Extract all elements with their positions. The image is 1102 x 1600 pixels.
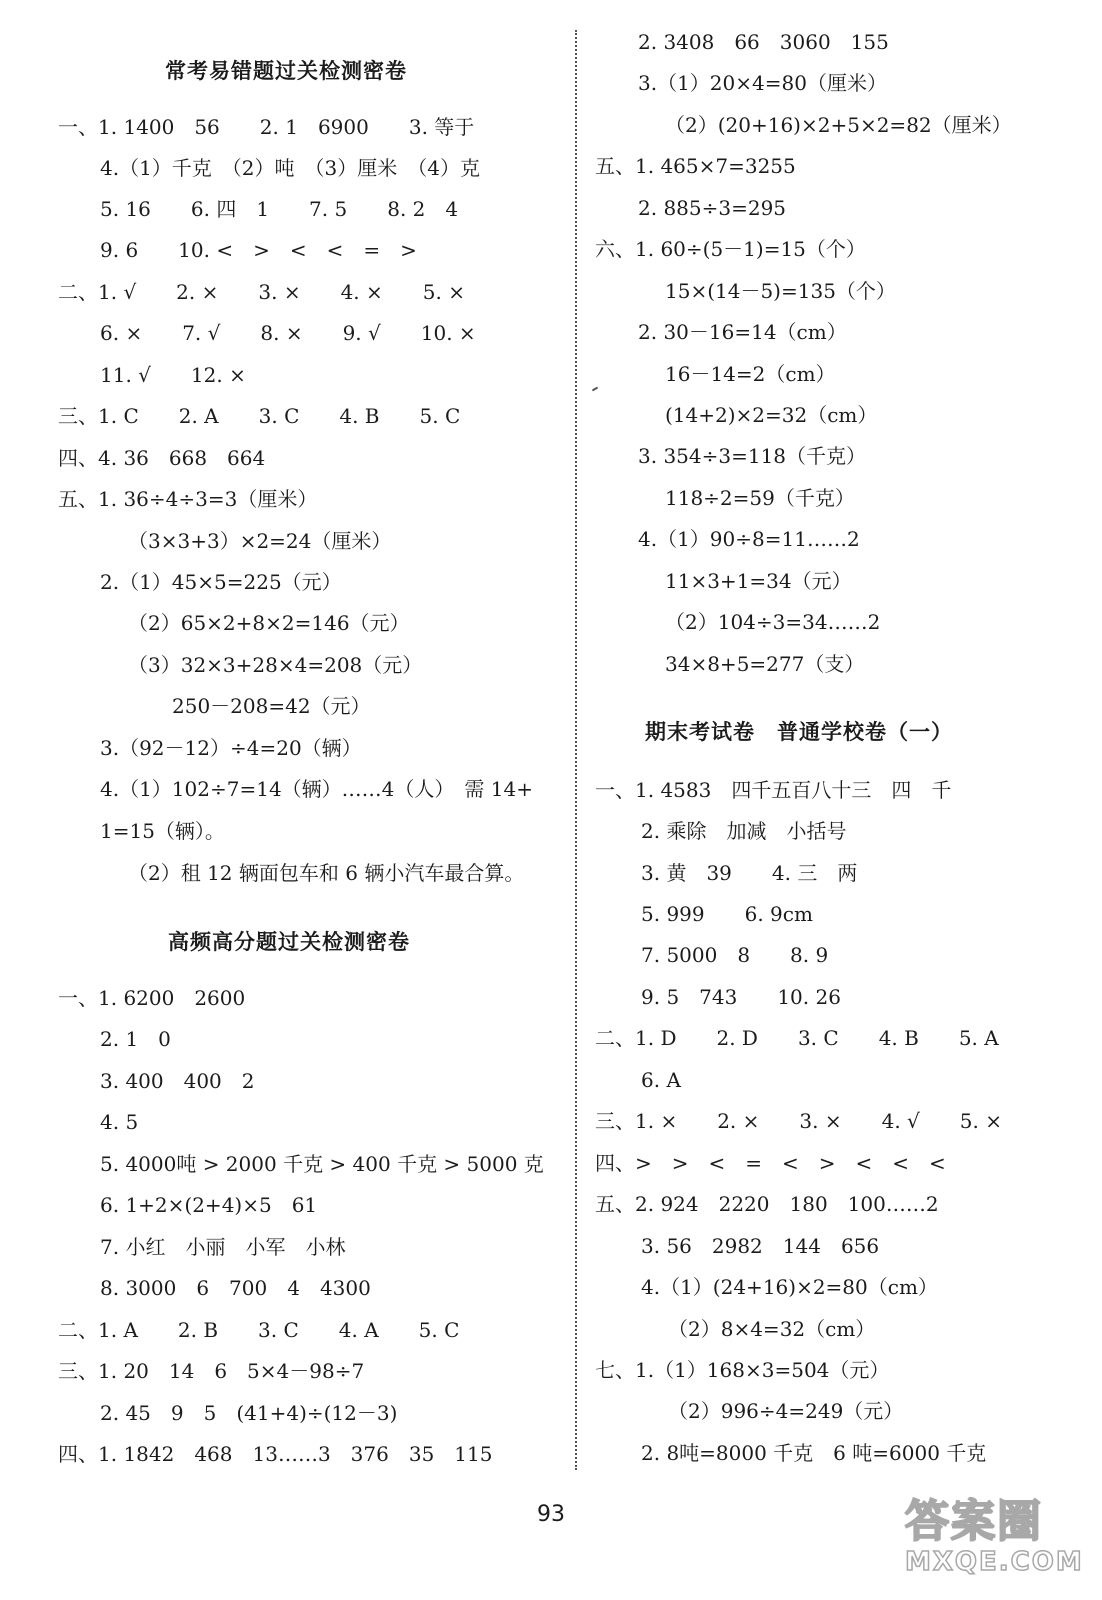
answer-line: 9. 6 10. < > < < = > bbox=[100, 238, 417, 262]
answer-line: 6. 1+2×(2+4)×5 61 bbox=[100, 1193, 318, 1217]
answer-line: 七、1.（1）168×3=504（元） bbox=[595, 1358, 890, 1382]
answer-line: 9. 5 743 10. 26 bbox=[641, 985, 841, 1009]
answer-line: 四、1. 1842 468 13……3 376 35 115 bbox=[58, 1442, 493, 1466]
answer-line: 4.（1）90÷8=11……2 bbox=[638, 527, 860, 551]
answer-line: 3. 56 2982 144 656 bbox=[641, 1234, 880, 1258]
answer-line: （2）(20+16)×2+5×2=82（厘米） bbox=[665, 113, 1012, 137]
page-number: 93 bbox=[537, 1502, 565, 1527]
section-title: 高频高分题过关检测密卷 bbox=[168, 930, 410, 954]
answer-line: 四、> > < = < > < < < bbox=[595, 1151, 946, 1175]
answer-line: 2. 45 9 5 (41+4)÷(12－3) bbox=[100, 1401, 398, 1425]
section-title: 期末考试卷 普通学校卷（一） bbox=[645, 720, 953, 744]
answer-line: 二、1. √ 2. × 3. × 4. × 5. × bbox=[58, 280, 465, 304]
answer-line: 五、1. 465×7=3255 bbox=[595, 154, 796, 178]
answer-line: 四、4. 36 668 664 bbox=[58, 446, 266, 470]
answer-line: 6. A bbox=[641, 1068, 681, 1092]
watermark-text: 答案圈 bbox=[905, 1496, 1043, 1547]
stray-mark bbox=[592, 387, 598, 392]
answer-line: （2）104÷3=34……2 bbox=[665, 610, 881, 634]
answer-line: 一、1. 1400 56 2. 1 6900 3. 等于 bbox=[58, 115, 475, 139]
answer-line: 16－14=2（cm） bbox=[665, 362, 836, 386]
watermark-logo bbox=[905, 1485, 1095, 1595]
answer-line: 二、1. D 2. D 3. C 4. B 5. A bbox=[595, 1026, 999, 1050]
answer-line: 2. 30－16=14（cm） bbox=[638, 320, 847, 344]
answer-line: 7. 5000 8 8. 9 bbox=[641, 943, 829, 967]
answer-line: 8. 3000 6 700 4 4300 bbox=[100, 1276, 371, 1300]
answer-line: 5. 999 6. 9cm bbox=[641, 902, 813, 926]
answer-line: 五、2. 924 2220 180 100……2 bbox=[595, 1192, 939, 1216]
answer-line: 2. 1 0 bbox=[100, 1027, 171, 1051]
answer-line: (14+2)×2=32（cm） bbox=[665, 403, 878, 427]
answer-line: 4.（1）(24+16)×2=80（cm） bbox=[641, 1275, 938, 1299]
answer-line: 2.（1）45×5=225（元） bbox=[100, 570, 342, 594]
answer-line: （2）8×4=32（cm） bbox=[668, 1317, 876, 1341]
watermark-url: MXQE.COM bbox=[905, 1547, 1084, 1577]
answer-line: 15×(14－5)=135（个） bbox=[665, 279, 896, 303]
answer-line: 2. 8吨=8000 千克 6 吨=6000 千克 bbox=[641, 1441, 987, 1465]
answer-line: 3. 400 400 2 bbox=[100, 1069, 255, 1093]
answer-line: 7. 小红 小丽 小军 小林 bbox=[100, 1235, 346, 1259]
answer-line: 4.（1）102÷7=14（辆）……4（人） 需 14+ bbox=[100, 777, 533, 801]
answer-line: 4. 5 bbox=[100, 1110, 139, 1134]
answer-line: 5. 4000吨 > 2000 千克 > 400 千克 > 5000 克 bbox=[100, 1152, 544, 1176]
answer-line: （3）32×3+28×4=208（元） bbox=[128, 653, 423, 677]
answer-line: （2）996÷4=249（元） bbox=[668, 1399, 904, 1423]
answer-line: （3×3+3）×2=24（厘米） bbox=[128, 529, 392, 553]
answer-line: 250－208=42（元） bbox=[172, 694, 371, 718]
answer-line: 11×3+1=34（元） bbox=[665, 569, 852, 593]
answer-line: （2）租 12 辆面包车和 6 辆小汽车最合算。 bbox=[128, 861, 525, 885]
answer-line: 二、1. A 2. B 3. C 4. A 5. C bbox=[58, 1318, 460, 1342]
answer-line: 六、1. 60÷(5－1)=15（个） bbox=[595, 237, 866, 261]
answer-line: 一、1. 4583 四千五百八十三 四 千 bbox=[595, 778, 952, 802]
answer-line: 五、1. 36÷4÷3=3（厘米） bbox=[58, 487, 318, 511]
answer-line: 2. 3408 66 3060 155 bbox=[638, 30, 889, 54]
answer-line: 5. 16 6. 四 1 7. 5 8. 2 4 bbox=[100, 197, 459, 221]
answer-line: 6. × 7. √ 8. × 9. √ 10. × bbox=[100, 321, 476, 345]
answer-line: 34×8+5=277（支） bbox=[665, 652, 865, 676]
answer-line: 2. 乘除 加减 小括号 bbox=[641, 819, 847, 843]
answer-line: 4.（1）千克 （2）吨 （3）厘米 （4）克 bbox=[100, 156, 480, 180]
answer-line: 3.（92－12）÷4=20（辆） bbox=[100, 736, 362, 760]
answer-line: 三、1. × 2. × 3. × 4. √ 5. × bbox=[595, 1109, 1002, 1133]
answer-line: （2）65×2+8×2=146（元） bbox=[128, 611, 410, 635]
column-divider bbox=[575, 30, 577, 1470]
answer-line: 3. 354÷3=118（千克） bbox=[638, 444, 867, 468]
answer-line: 三、1. 20 14 6 5×4－98÷7 bbox=[58, 1359, 365, 1383]
answer-line: 三、1. C 2. A 3. C 4. B 5. C bbox=[58, 404, 461, 428]
answer-line: 3.（1）20×4=80（厘米） bbox=[638, 71, 887, 95]
answer-line: 一、1. 6200 2600 bbox=[58, 986, 246, 1010]
section-title: 常考易错题过关检测密卷 bbox=[165, 59, 407, 83]
answer-line: 2. 885÷3=295 bbox=[638, 196, 787, 220]
answer-line: 1=15（辆）。 bbox=[100, 819, 225, 843]
answer-line: 118÷2=59（千克） bbox=[665, 486, 855, 510]
answer-line: 3. 黄 39 4. 三 两 bbox=[641, 861, 858, 885]
answer-line: 11. √ 12. × bbox=[100, 363, 246, 387]
